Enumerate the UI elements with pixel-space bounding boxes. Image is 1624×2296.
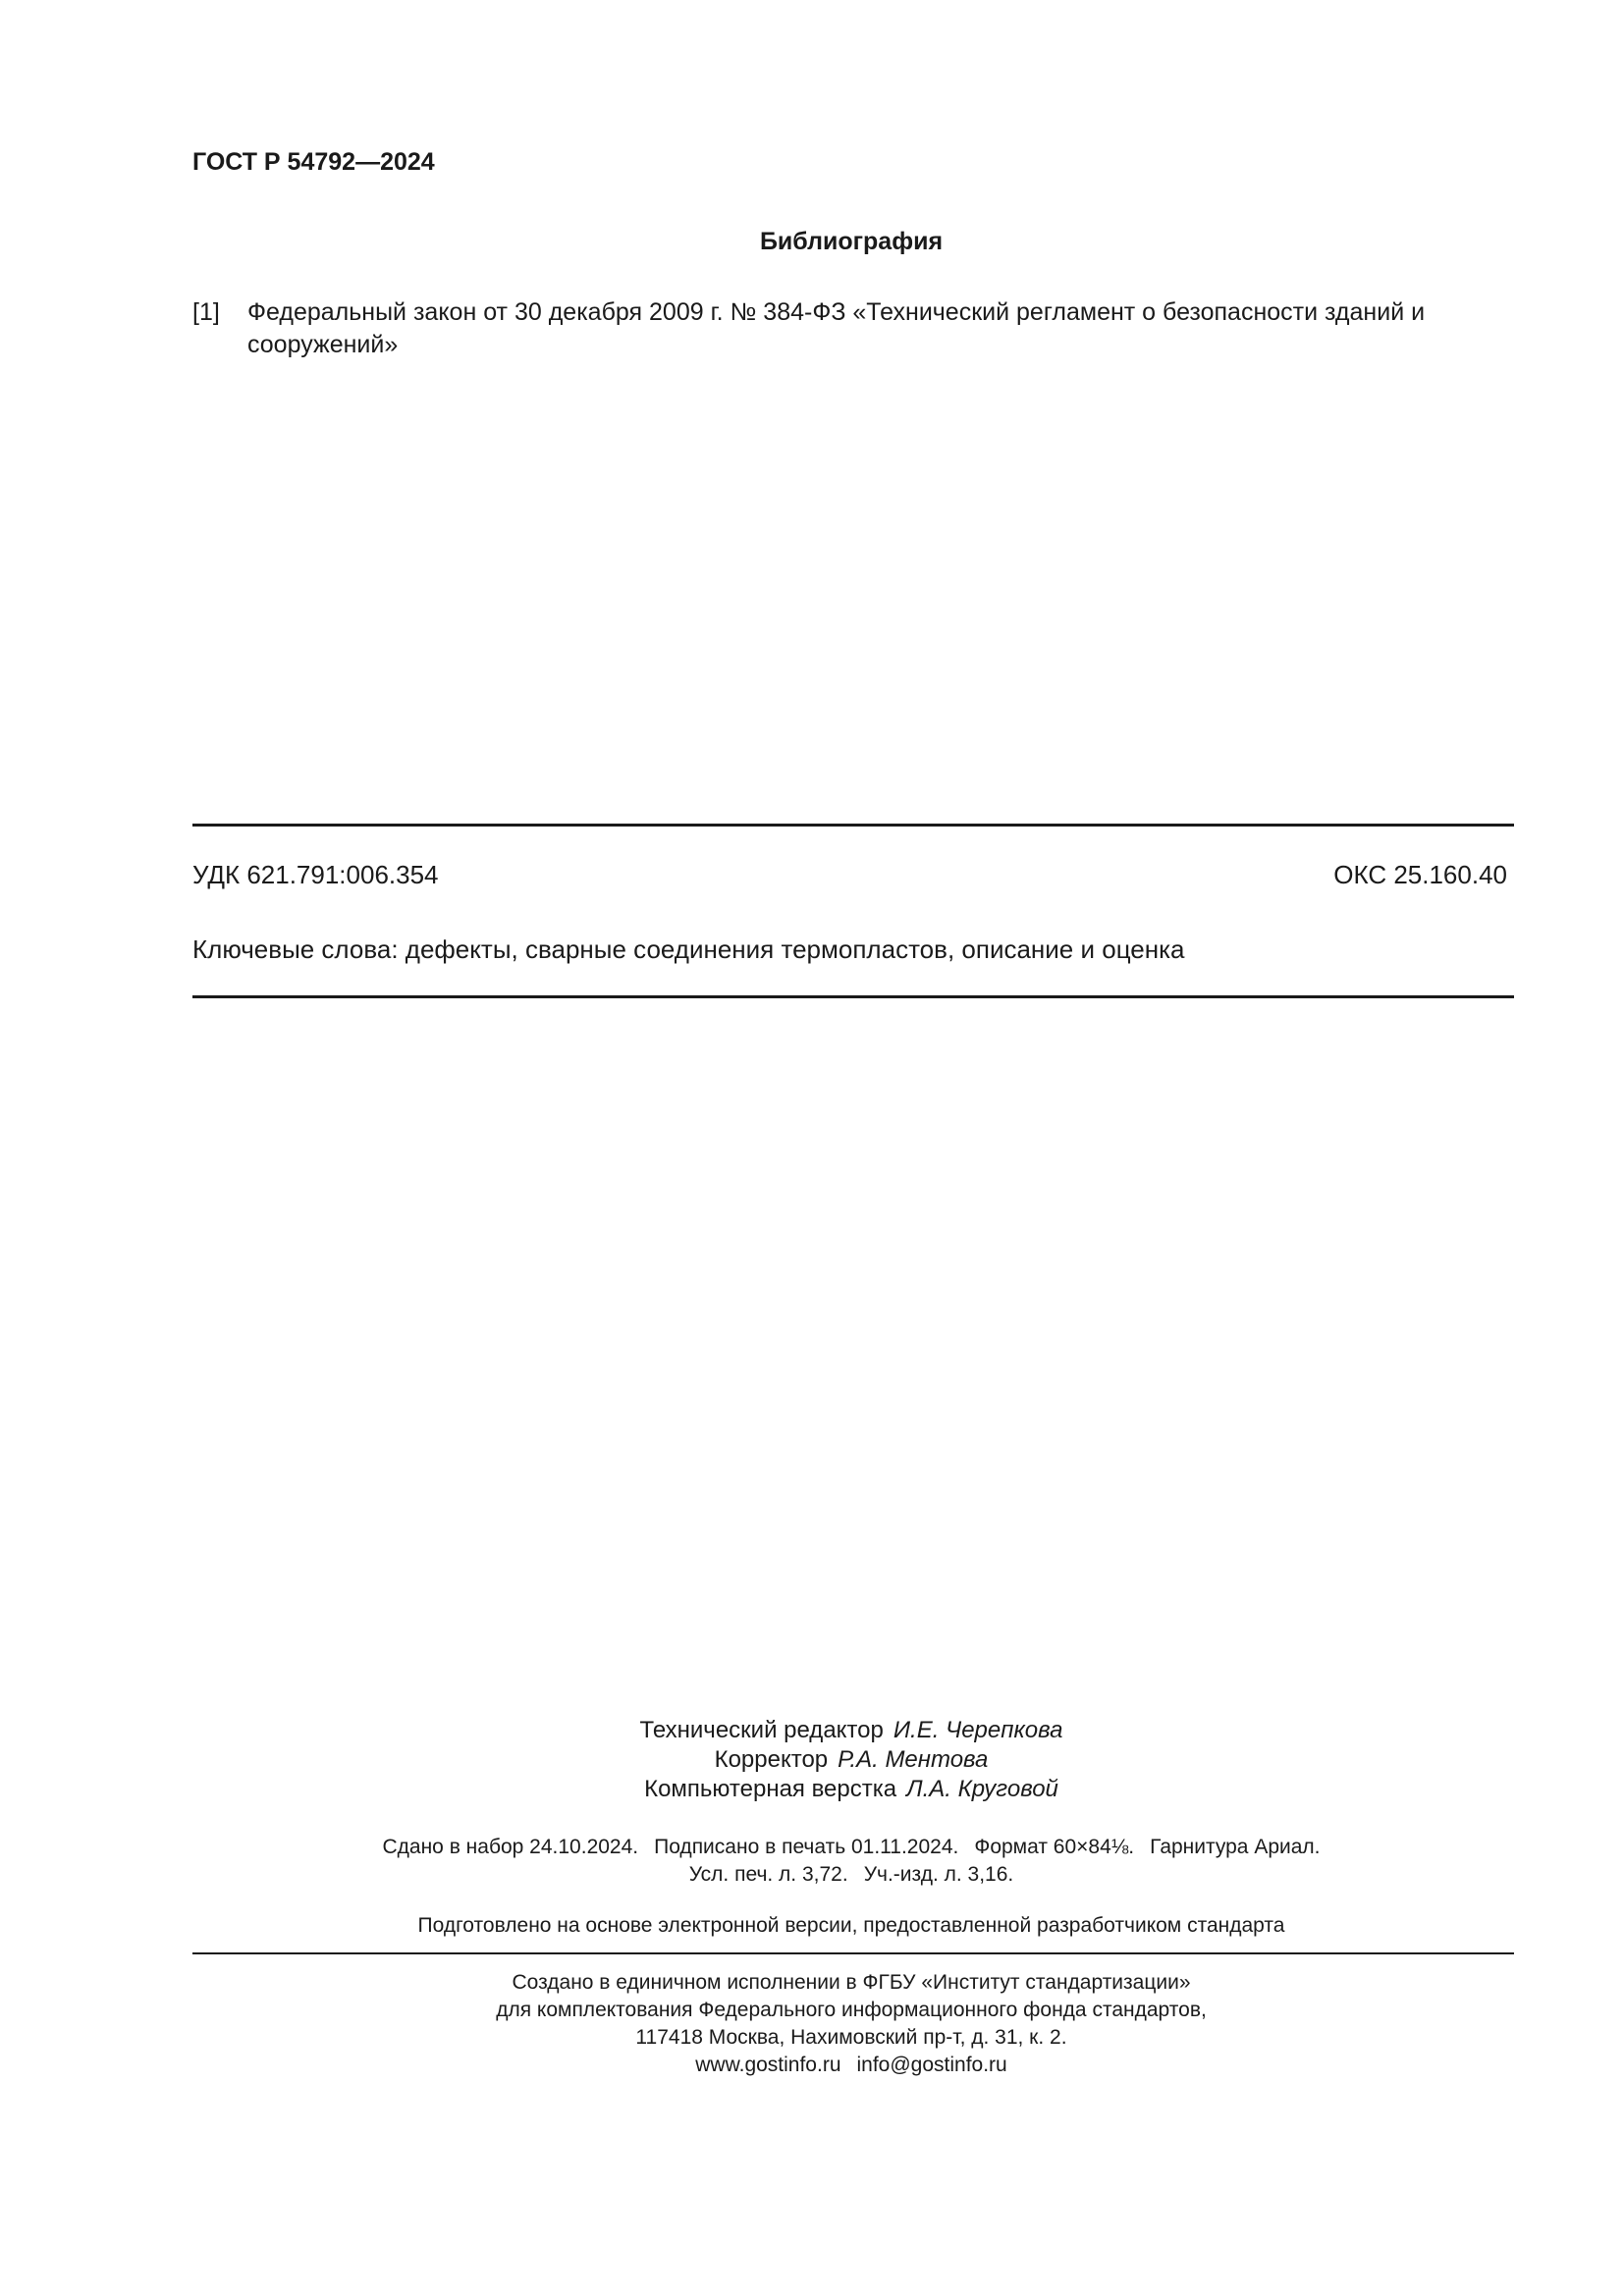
credit-tech-editor [0,1716,1624,1745]
bibliography-title: Библиография [759,228,944,255]
udk-code: УДК 621.791:006.354 [192,860,439,889]
credit-role: Технический редактор [639,1717,884,1743]
prepared-note: Подготовлено на основе электронной версии, предоставленной разработчиком стандарта [417,1914,1285,1937]
footer-line-2: для комплектования Федерального информационного фонда стандартов, [496,1999,1207,2021]
footer-address: 117418 Москва, Нахимовский пр-т, д. 31, к. 2. [635,2026,1067,2049]
divider-top [192,824,1514,827]
credit-role: Корректор [714,1746,829,1773]
document-code: ГОСТ Р 54792—2024 [192,148,435,176]
credit-name: Л.А. Круговой [906,1776,1058,1802]
footer-line-1: Создано в единичном исполнении в ФГБУ «Институт стандартизации» [512,1971,1191,1994]
bibliography-item [192,296,1528,361]
credit-layout [0,1775,1624,1804]
website-link[interactable]: www.gostinfo.ru [695,2054,841,2076]
paper-format: Формат 60×84⅛. [974,1836,1135,1858]
credit-role: Компьютерная верстка [644,1776,897,1802]
typeface: Гарнитура Ариал. [1150,1836,1321,1858]
email-link[interactable]: info@gostinfo.ru [856,2054,1007,2076]
credit-corrector [0,1745,1624,1775]
keywords: Ключевые слова: дефекты, сварные соединения термопластов, описание и оценка [192,934,1185,964]
credit-name: И.Е. Черепкова [893,1717,1063,1743]
edit-sheets: Уч.-изд. л. 3,16. [863,1863,1014,1886]
divider-bottom [192,995,1514,998]
bibliography-item-number: [1] [192,298,220,326]
oks-code: ОКС 25.160.40 [1333,860,1507,889]
print-sheets: Усл. печ. л. 3,72. [688,1863,848,1886]
bibliography-item-text: Федеральный закон от 30 декабря 2009 г. № 384-ФЗ «Технический регламент о безопасности зданий и сооружений» [247,298,1426,358]
divider-footer [192,1952,1514,1954]
submitted-date: Сдано в набор 24.10.2024. [382,1836,639,1858]
credit-name: Р.А. Ментова [838,1746,989,1773]
signed-date: Подписано в печать 01.11.2024. [654,1836,959,1858]
publication-info [0,1834,1624,1861]
footer-contacts [0,2052,1624,2079]
publication-sheets [0,1861,1624,1889]
